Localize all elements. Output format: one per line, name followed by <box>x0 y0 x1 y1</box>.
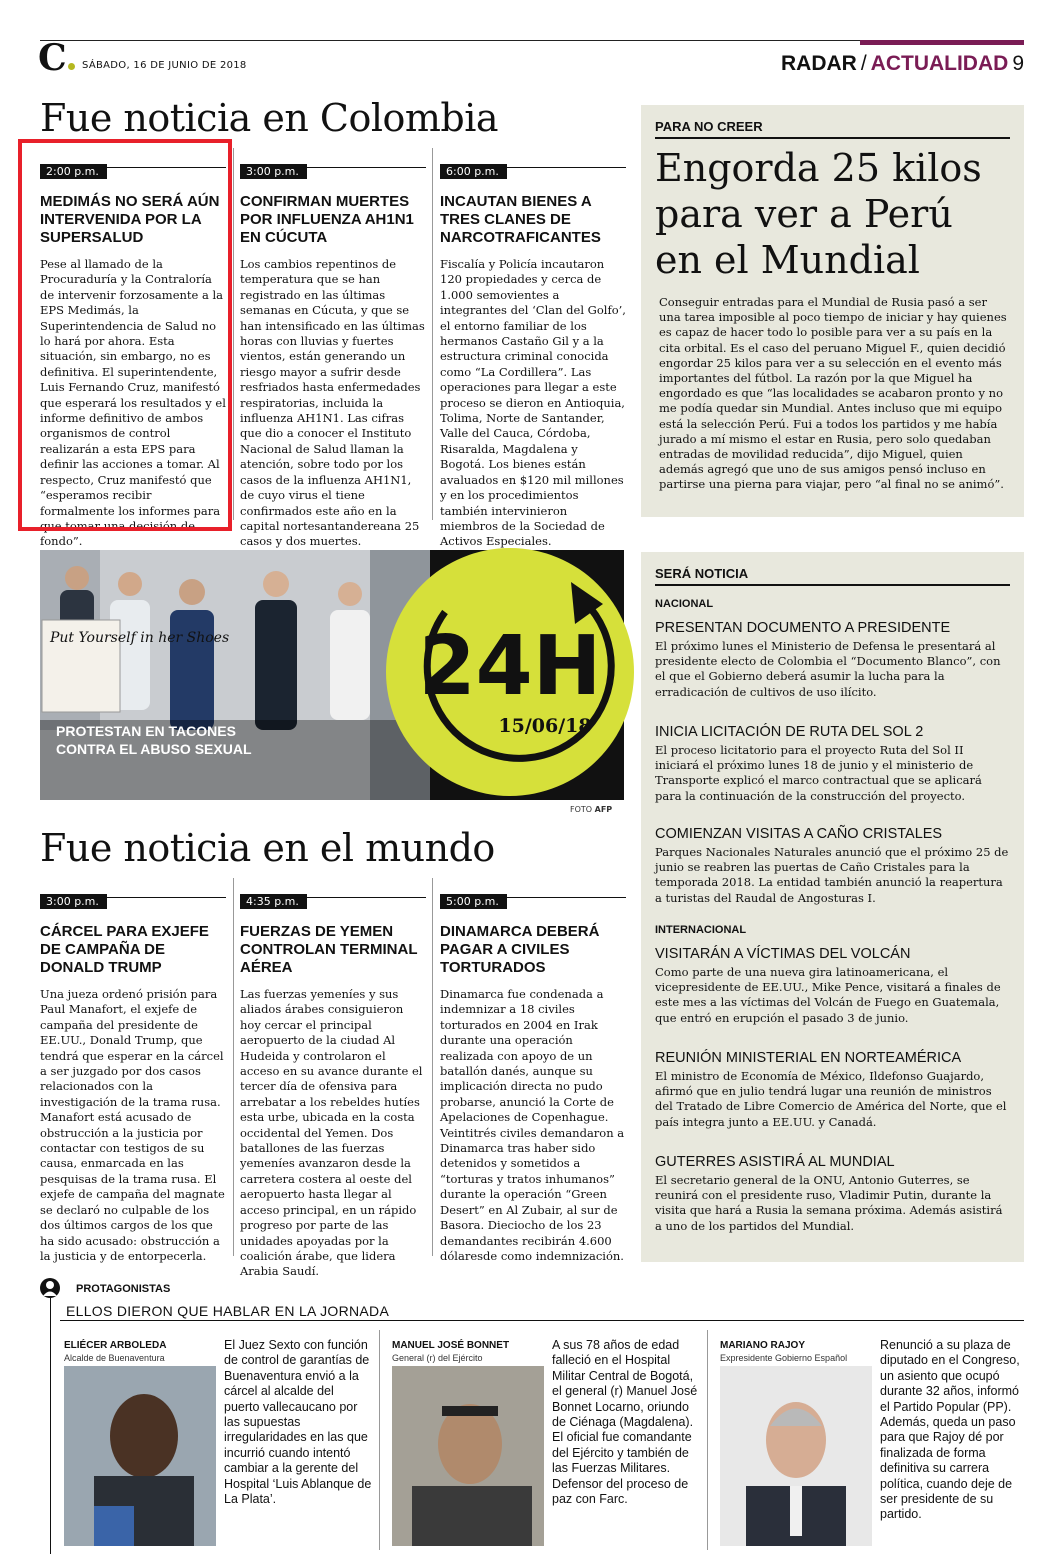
story-body: Los cambios repentinos de temperatura que se han registrado en las últimas semanas en Cúcuta, y que se han intensificado en las últimas horas con lluvias y fuertes vientos, están generando un riesgo mayor a sufrir desde resfriados hasta enfermedades respiratorias, incluida la influenza AH1N1. Las cifras que dio a conocer el Instituto Nacional de Salud llaman la atención, sobre todo por los casos de la influenza AH1N1, de cuyo virus el tiene confirmados este año en la capital nortesantandereana 25 casos y dos muertes. <box>240 257 425 549</box>
mundo-story-2 <box>240 890 426 1280</box>
column-divider <box>432 878 433 1256</box>
protagonistas-vline <box>50 1298 51 1554</box>
mundo-story-1 <box>40 890 226 1264</box>
story-body: Dinamarca fue condenada a indemnizar a 18 civiles torturados en 2004 en Irak durante una operación realizada con apoyo de un batallón danés, aunque su implicación directa no pudo probarse, anunció la Corte de Apelaciones de Copenhague. Veintitrés civiles demandaron a Dinamarca tras haber sido detenidos y sometidos a “torturas y tratos inhumanos” durante la operación “Green Desert” en Al Zubair, al sur de Basora. Dieciocho de los 23 demandantes recibirán 4.600 dólaresde como indemnización. <box>440 987 625 1263</box>
newspaper-logo: C <box>38 38 75 78</box>
story-body: Las fuerzas yemeníes y sus aliados árabes consiguieron hoy cercar el principal aeropuerto de la ciudad Al Hudeida y controlaron el acceso en su avance durante el tercer día de ofensiva para arrebatar a los rebeldes hutíes esta urbe, ubicada en la costa occidental del Yemen. Dos batallones de las fuerzas yemeníes avanzaron desde la carretera costera al oeste del aeropuerto hasta llegar al acceso principal, en un rápido progreso por parte de las unidades apoyadas por la coalición árabe, que lidera Arabia Saudí. <box>240 987 423 1279</box>
column-divider <box>233 148 234 520</box>
column-divider <box>707 1330 708 1550</box>
panel-body: Conseguir entradas para el Mundial de Rusia pasó a ser una tarea imposible al poco tiempo de iniciar y hay quienes es capaz de hacer todo lo posible para ver a su país en la cita orbital. Es el caso del peruano Miguel F., quien decidió engordar 25 kilos para ver a su selección en el evento más importantes del fútbol. La razón por la que Miguel ha engordado es que “las localidades se acabaron pronto y no me podía quedar sin Mundial. Antes incluso que mi equipo está la selección Perú. Fui a todos los partidos y me había jurado a mí mismo el estar en Rusia, pero solo quedaban entradas de movilidad reducida”, dijo Miguel, quien además agregó que uno de sus amigos pensó incluso en partirse una pierna para viajar, pero “al final no se animó”. <box>659 295 1007 492</box>
protagonistas-rule <box>60 1320 1024 1321</box>
story-time: 5:00 p.m. <box>440 894 507 909</box>
sera-noticia-item: VISITARÁN A VÍCTIMAS DEL VOLCÁN Como parte de una nueva gira latinoamericana, el vicepresidente de EE.UU., Mike Pence, visitará a finales de este mes a las víctimas del Volcán de Fuego en Guatemala, que entró en erupción el pasado 3 de junio. <box>655 946 1001 1025</box>
person-photo <box>392 1366 544 1546</box>
para-no-creer-panel <box>641 105 1024 517</box>
sera-noticia-item: REUNIÓN MINISTERIAL EN NORTEAMÉRICA El ministro de Economía de México, Ildefonso Guajardo, afirmó que en julio tendrá lugar una reunión de ministros del Tratado de Libre Comercio de América del Norte, que el país integra junto a EE.UU. y Canadá. <box>655 1050 1007 1129</box>
story-time: 3:00 p.m. <box>40 894 107 909</box>
protagonistas-subtitle: ELLOS DIERON QUE HABLAR EN LA JORNADA <box>66 1303 390 1319</box>
mundo-title: Fue noticia en el mundo <box>40 826 495 870</box>
mundo-story-3 <box>440 890 626 1264</box>
person-role: Alcalde de Buenaventura <box>64 1353 165 1363</box>
panel-title: Engorda 25 kilos para ver a Perú en el Mundial <box>655 146 982 282</box>
story-time: 4:35 p.m. <box>240 894 307 909</box>
column-divider <box>233 878 234 1256</box>
issue-date: SÁBADO, 16 DE JUNIO DE 2018 <box>82 60 247 71</box>
story-headline: FUERZAS DE YEMEN CONTROLAN TERMINAL AÉREA <box>240 923 418 976</box>
person-role: Expresidente Gobierno Español <box>720 1353 848 1363</box>
protagonistas-label: PROTAGONISTAS <box>76 1283 171 1295</box>
person-role: General (r) del Ejército <box>392 1353 483 1363</box>
story-time: 3:00 p.m. <box>240 164 307 179</box>
svg-text:Put Yourself in her Shoes: Put Yourself in her Shoes <box>50 630 230 646</box>
person-text: A sus 78 años de edad falleció en el Hospital Militar Central de Bogotá, el general (r) Manuel José Bonnet Locarno, oriundo de Ciénaga (Magdalena). El oficial fue comandante del Ejército y también de las Fuerzas Militares. Defensor del proceso de paz con Farc. <box>552 1338 698 1507</box>
story-headline: INCAUTAN BIENES A TRES CLANES DE NARCOTRAFICANTES <box>440 193 601 246</box>
person-photo <box>720 1366 872 1546</box>
colombia-story-3 <box>440 160 626 550</box>
person-name: MARIANO RAJOY <box>720 1340 806 1351</box>
badge-date: 15/06/18 <box>498 715 592 737</box>
story-headline: DINAMARCA DEBERÁ PAGAR A CIVILES TORTURADOS <box>440 923 600 976</box>
panel-rule <box>655 137 1010 139</box>
photo-caption: PROTESTAN EN TACONES CONTRA EL ABUSO SEXUAL <box>56 723 252 757</box>
colombia-story-2 <box>240 160 426 550</box>
24h-badge <box>385 532 635 812</box>
story-headline: CÁRCEL PARA EXJEFE DE CAMPAÑA DE DONALD TRUMP <box>40 923 209 976</box>
panel-rule <box>655 584 1010 586</box>
person-name: MANUEL JOSÉ BONNET <box>392 1340 510 1351</box>
section-name: ACTUALIDAD <box>870 52 1009 75</box>
section-accent-bar <box>860 40 1024 45</box>
section-header <box>781 52 1024 76</box>
section-slash: / <box>860 52 867 75</box>
column-divider <box>432 148 433 520</box>
person-name: ELIÉCER ARBOLEDA <box>64 1340 167 1351</box>
story-time: 2:00 p.m. <box>40 164 107 179</box>
sera-noticia-item: INICIA LICITACIÓN DE RUTA DEL SOL 2 El proceso licitatorio para el proyecto Ruta del Sol II iniciará el próximo lunes 18 de junio y el ministerio de Transporte explicó el marco contractual que se aplicará para la continuación de la construcción del proyecto. <box>655 724 982 803</box>
panel-label: SERÁ NOTICIA <box>655 566 749 581</box>
colombia-title: Fue noticia en Colombia <box>40 96 499 140</box>
person-text: Renunció a su plaza de diputado en el Congreso, un asiento que ocupó durante 32 años, informó el Partido Popular (PP). Además, queda un paso para que Rajoy dé por finalizada de forma definitiva su carrera política, cuando deje de ser presidente de su partido. <box>880 1338 1020 1522</box>
story-headline: CONFIRMAN MUERTES POR INFLUENZA AH1N1 EN CÚCUTA <box>240 193 414 246</box>
panel-label: PARA NO CREER <box>655 119 763 134</box>
highlight-box <box>18 139 232 531</box>
person-photo <box>64 1366 216 1546</box>
page-number: 9 <box>1012 52 1024 75</box>
section-radar: RADAR <box>780 52 857 75</box>
story-time: 6:00 p.m. <box>440 164 507 179</box>
person-icon <box>40 1278 60 1298</box>
sera-noticia-item: COMIENZAN VISITAS A CAÑO CRISTALES Parques Nacionales Naturales anunció que el próximo 25 de junio se reabren las puertas de Caño Cristales para la temporada 2018. La entidad también anunció la reapertura a turistas del Raudal de Angosturas I. <box>655 826 1009 905</box>
badge-label: 24H <box>418 619 602 714</box>
story-headline: MEDIMÁS NO SERÁ AÚN INTERVENIDA POR LA SUPERSALUD <box>40 193 220 246</box>
person-text: El Juez Sexto con función de control de garantías de Buenaventura envió a la cárcel al alcalde del puerto vallecaucano por las supuestas irregularidades en las que incurrió cuando intentó cambiar a la gerente del Hospital ‘Luis Ablanque de La Plata’. <box>224 1338 372 1507</box>
nacional-label: NACIONAL <box>655 598 714 610</box>
photo-credit: FOTO AFP <box>570 805 613 814</box>
story-body: Fiscalía y Policía incautaron 120 propiedades y cerca de 1.000 semovientes a integrantes del ‘Clan del Golfo’, el entorno familiar de los hermanos Castaño Gil y a la estructura criminal conocida como “La Cordillera”. Las operaciones para llegar a este proceso se dieron en Antioquia, Tolima, Norte de Santander, Valle del Cauca, Córdoba, Risaralda, Magdalena y Bogotá. Los bienes están avaluados en $120 mil millones y en los procedimientos también intervinieron miembros de la Sociedad de Activos Especiales. <box>440 257 626 549</box>
internacional-label: INTERNACIONAL <box>655 924 747 936</box>
sera-noticia-panel <box>641 552 1024 1262</box>
sera-noticia-item: PRESENTAN DOCUMENTO A PRESIDENTE El próximo lunes el Ministerio de Defensa le presentará al presidente electo de Colombia el “Documento Blanco”, con el que el Gobierno deberá asumir la lucha para la erradicación de cultivos de uso ilícito. <box>655 620 1001 699</box>
protest-photo <box>40 550 430 800</box>
sera-noticia-item: GUTERRES ASISTIRÁ AL MUNDIAL El secretario general de la ONU, Antonio Guterres, se reunirá con el presidente ruso, Vladimir Putin, durante la visita que hará a Rusia la semana próxima. Además asistirá a uno de los partidos del Mundial. <box>655 1154 1003 1233</box>
story-body: Una jueza ordenó prisión para Paul Manafort, el exjefe de campaña del presidente de EE.UU., Donald Trump, que tendrá que esperar en la cárcel a ser juzgado por dos casos relacionados con la investigación de la trama rusa. Manafort está acusado de obstrucción a la justicia por contactar con testigos de su causa, enmarcada en las pesquisas de la trama rusa. El exjefe de campaña del magnate se declaró no culpable de los dos últimos cargos de los que ha sido acusado: obstrucción a la justicia y de entorpecerla. <box>40 987 225 1263</box>
story-body: Pese al llamado de la Procuraduría y la Contraloría de intervenir forzosamente a la EPS Medimás, la Superintendencia de Salud no lo hará por ahora. Esta situación, sin embargo, no es definitiva. El superintendente, Luis Fernando Cruz, manifestó que esperará los resultados y el informe definitivo de ambos organismos de control realizarán a esta EPS para definir las acciones a tomar. Al respecto, Cruz manifestó que “esperamos recibir formalmente los informes para que tomar una decisión de fondo”. <box>40 257 226 549</box>
column-divider <box>379 1330 380 1550</box>
